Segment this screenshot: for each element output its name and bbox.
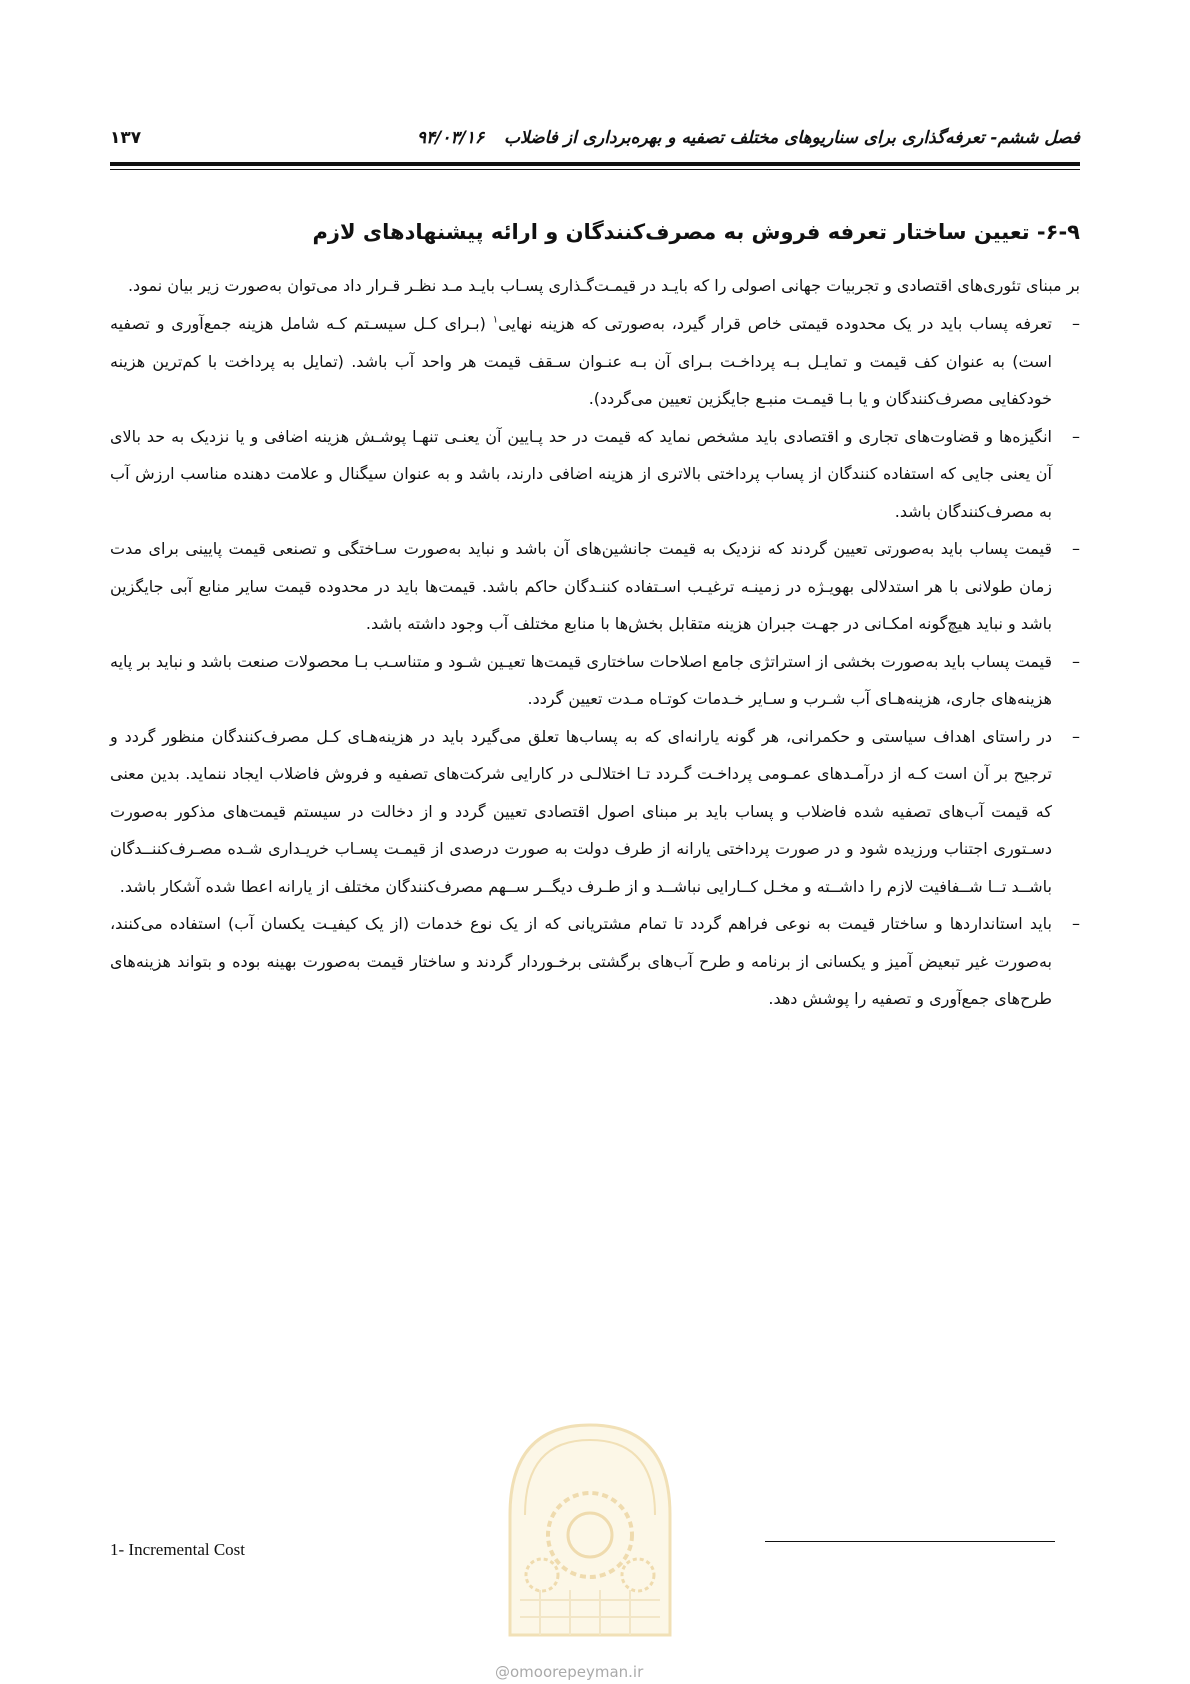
- bullet-text: در راستای اهداف سیاستی و حکمرانی، هر گونه یارانه‌ای که به پساب‌ها تعلق می‌گیرد باید در هزینه‌هـای کـل مصرف‌کنندگان منظور گردد و ترجیح بر آن است کـه از درآمـدهای عمـومی پرداخـت گـردد تـا اختلالـی در کارایی شرکت‌های تصفیه و فروش فاضلاب ایجاد ننماید. بدین معنی که قیمت آب‌های تصفیه شده فاضلاب و پساب باید بر مبنای اصول اقتصادی تعیین گردد و از دخالت در سیستم قیمت‌های مذکور به‌صورت دسـتوری اجتناب ورزیده شود و در صورت پرداختی یارانه از طرف دولت به صورت درصدی از قیمـت پسـاب خریـداری شـده مصـرف‌کننــدگان باشــد تــا شــفافیت لازم را داشــته و مخـل کــارایی نباشــد و از طـرف دیگــر ســهم مصرف‌کنندگان مختلف از یارانه اعطا شده آشکار باشد.: [110, 726, 1052, 896]
- list-item: [110, 530, 1080, 643]
- main-content: [110, 220, 1080, 1018]
- bullet-text: قیمت پساب باید به‌صورتی تعیین گردند که نزدیک به قیمت جانشین‌های آن باشد و نباید به‌صورت سـاختگی و تصنعی قیمت پایینی برای مدت زمان طولانی با هر استدلالی بهویـژه در زمینـه ترغیـب اسـتفاده کننـدگان حاکم باشد. قیمت‌ها باید در محدوده قیمت سایر منابع آبی جایگزین باشد و نباید هیچ‌گونه امکـانی در جهـت جبران هزینه متقابل بخش‌ها با منابع مختلف آب وجود داشته باشد.: [110, 539, 1052, 633]
- bullet-dash: –: [1072, 651, 1080, 671]
- bullet-dash: –: [1072, 726, 1080, 746]
- page-number: ۱۳۷: [110, 128, 142, 148]
- footnote-separator: [765, 1541, 1055, 1542]
- bullet-dash: –: [1072, 426, 1080, 446]
- bullet-text: انگیزه‌ها و قضاوت‌های تجاری و اقتصادی باید مشخص نماید که قیمت در حد پـایین آن یعنـی تنهـا پوشـش هزینه اضافی و یا نزدیک به حد بالای آن یعنی جایی که استفاده کنندگان از پساب پرداختی بالاتری از هزینه اضافی دارند، باشد و به عنوان سیگنال و علامت دهنده مناسب ارزش آب به مصرف‌کنندگان باشد.: [110, 426, 1052, 521]
- watermark-logo-icon: [480, 1385, 700, 1655]
- header-rule-thick: [110, 162, 1080, 166]
- bullet-dash: –: [1072, 914, 1080, 933]
- list-item: [110, 305, 1080, 418]
- list-item: [110, 718, 1080, 906]
- header-rule-thin: [110, 169, 1080, 170]
- header-date: ۹۴/۰۳/۱۶: [416, 128, 485, 148]
- bullet-text: تعرفه پساب باید در یک محدوده قیمتی خاص قرار گیرد، به‌صورتی که هزینه نهایی: [498, 314, 1053, 333]
- bullet-dash: –: [1072, 539, 1080, 558]
- chapter-title: فصل ششم- تعرفه‌گذاری برای سناریوهای مختلف تصفیه و بهره‌برداری از فاضلاب: [504, 128, 1080, 148]
- list-item: [110, 643, 1080, 718]
- list-item: [110, 418, 1080, 531]
- header-title: [417, 128, 1080, 148]
- bullet-dash: –: [1072, 314, 1080, 333]
- footnote-marker: ۱: [492, 314, 499, 326]
- bullet-list: [110, 305, 1080, 1018]
- bullet-text: قیمت پساب باید به‌صورت بخشی از استراتژی جامع اصلاحات ساختاری قیمت‌ها تعیـین شـود و متناسـب بـا محصولات صنعت باشد و نباید بر پایه هزینه‌های جاری، هزینه‌هـای آب شـرب و سـایر خـدمات کوتـاه مـدت تعیین گردد.: [110, 651, 1052, 708]
- list-item: [110, 905, 1080, 1018]
- watermark-site: @omoorepeyman.ir: [495, 1663, 644, 1681]
- footnote: 1- Incremental Cost: [110, 1540, 246, 1559]
- bullet-text: باید استانداردها و ساختار قیمت به نوعی فراهم گردد تا تمام مشتریانی که از یک نوع خدمات (از یک کیفیـت یکسان آب) استفاده می‌کنند، به‌صورت غیر تبعیض آمیز و یکسانی از برنامه و طرح آب‌های برگشتی برخـوردار گردند و ساختار قیمت به‌صورت بهینه بوده و بتواند هزینه‌های طرح‌های جمع‌آوری و تصفیه را پوشش دهد.: [110, 914, 1052, 1008]
- bullet-text-continued: (بـرای کـل سیسـتم کـه شامل هزینه جمع‌آوری و تصفیه است) به عنوان کف قیمت و تمایـل بـه پرداخـت بـرای آن بـه عنـوان سـقف قیمت هر واحد آب باشد. (تمایل به پرداخت با کم‌ترین هزینه خودکفایی مصرف‌کنندگان و یا بـا قیمـت منبـع جایگزین تعیین می‌گردد).: [110, 314, 1052, 408]
- intro-paragraph: بر مبنای تئوری‌های اقتصادی و تجربیات جهانی اصولی را که بایـد در قیمـت‌گـذاری پسـاب بایـد مـد نظـر قـرار داد می‌توان به‌صورت زیر بیان نمود.: [127, 276, 1080, 295]
- running-header: [110, 128, 1080, 160]
- section-heading: ۶-۹- تعیین ساختار تعرفه فروش به مصرف‌کنندگان و ارائه پیشنهادهای لازم: [312, 220, 1080, 244]
